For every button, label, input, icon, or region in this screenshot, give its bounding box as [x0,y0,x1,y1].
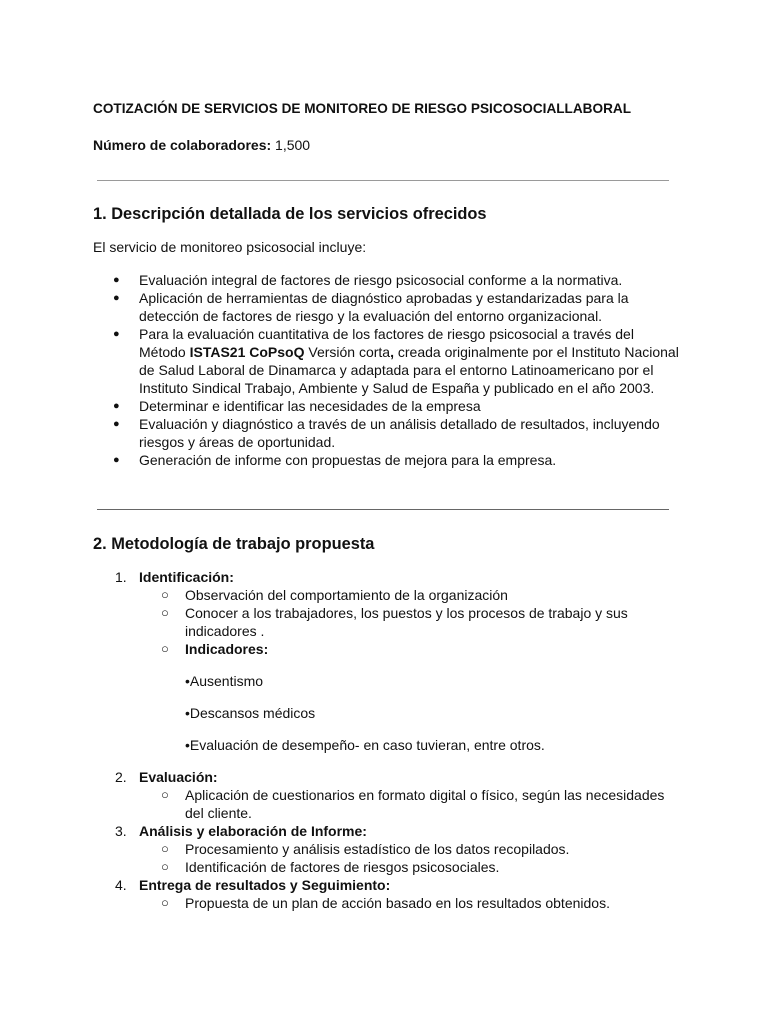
step-sublist [139,894,683,912]
list-item [139,604,683,640]
step-number: 2. [115,769,127,785]
divider [97,180,669,181]
section-heading-services: 1. Descripción detallada de los servicios ofrecidos [93,205,487,223]
step-number: 4. [115,877,127,893]
indicators-label: Indicadores: [185,641,269,657]
list-item-text: Versión corta [304,344,391,360]
document-title: COTIZACIÓN DE SERVICIOS DE MONITOREO DE RIESGO PSICOSOCIALLABORAL [93,101,632,116]
bullet-icon: ● [113,400,120,412]
services-list [93,271,683,469]
list-item [139,640,683,754]
bullet-icon: ● [113,418,120,430]
services-intro: El servicio de monitoreo psicosocial incluye: [93,239,367,255]
list-item-text: Evaluación integral de factores de riesgo psicosocial conforme a la normativa. [139,272,623,288]
step-sublist [139,786,683,822]
step-sublist [139,840,683,876]
list-item-text: Aplicación de herramientas de diagnóstico aprobadas y estandarizadas para la detección de factores de riesgo y la evaluación del entorno organizacional. [139,290,629,324]
list-item [139,786,683,822]
step-sublist [139,586,683,754]
list-item [139,894,683,912]
collaborators-label: Número de colaboradores: [93,137,272,153]
list-item-text: Propuesta de un plan de acción basado en los resultados obtenidos. [185,895,610,911]
list-item-text: Conocer a los trabajadores, los puestos y los procesos de trabajo y sus indicadores . [185,605,628,639]
list-item-text: Observación del comportamiento de la organización [185,587,508,603]
step-title: Evaluación: [139,769,218,785]
bullet-icon: ● [113,292,120,304]
step-evaluation [93,768,683,822]
collaborators-line [93,136,310,154]
list-item [139,858,683,876]
circle-bullet-icon: ○ [161,859,169,874]
divider [97,509,669,510]
bullet-icon: ● [113,274,120,286]
step-analysis [93,822,683,876]
step-number: 1. [115,569,127,585]
list-item-text: Procesamiento y análisis estadístico de los datos recopilados. [185,841,570,857]
step-identification [93,568,683,754]
circle-bullet-icon: ○ [161,641,169,656]
indicator-item: •Evaluación de desempeño- en caso tuvieran, entre otros. [185,737,545,753]
list-item-text: Evaluación y diagnóstico a través de un análisis detallado de resultados, incluyendo riesgos y áreas de oportunidad. [139,416,660,450]
list-item [139,586,683,604]
list-item-text: , [390,344,394,360]
list-item-text: Determinar e identificar las necesidades de la empresa [139,398,481,414]
list-item [93,397,683,415]
step-title: Entrega de resultados y Seguimiento: [139,877,391,893]
list-item-text: Identificación de factores de riesgos psicosociales. [185,859,500,875]
circle-bullet-icon: ○ [161,605,169,620]
indicator-item: •Ausentismo [185,673,264,689]
list-item [93,289,683,325]
list-item [139,840,683,858]
section-heading-methodology: 2. Metodología de trabajo propuesta [93,535,375,553]
circle-bullet-icon: ○ [161,841,169,856]
list-item [93,451,683,469]
circle-bullet-icon: ○ [161,587,169,602]
bullet-icon: ● [113,328,120,340]
list-item-text: Para la evaluación cuantitativa de los factores de riesgo psicosocial a través del Método [139,326,634,360]
list-item-text: Aplicación de cuestionarios en formato digital o físico, según las necesidades del cliente. [185,787,665,821]
methodology-steps [93,568,683,912]
bullet-icon: ● [113,454,120,466]
list-item [93,271,683,289]
step-number: 3. [115,823,127,839]
circle-bullet-icon: ○ [161,787,169,802]
list-item-text: creada originalmente por el Instituto Nacional de Salud Laboral de Dinamarca y adaptada para el entorno Latinoamericano por el Instituto Sindical Trabajo, Ambiente y Salud de España y publicado en el año 2003. [139,344,679,396]
list-item [93,325,683,397]
step-title: Identificación: [139,569,234,585]
method-name: ISTAS21 CoPsoQ [189,344,305,360]
list-item [93,415,683,451]
circle-bullet-icon: ○ [161,895,169,910]
collaborators-value: 1,500 [271,137,311,153]
step-title: Análisis y elaboración de Informe: [139,823,367,839]
list-item-text: Generación de informe con propuestas de mejora para la empresa. [139,452,557,468]
step-delivery [93,876,683,912]
indicator-item: •Descansos médicos [185,705,316,721]
